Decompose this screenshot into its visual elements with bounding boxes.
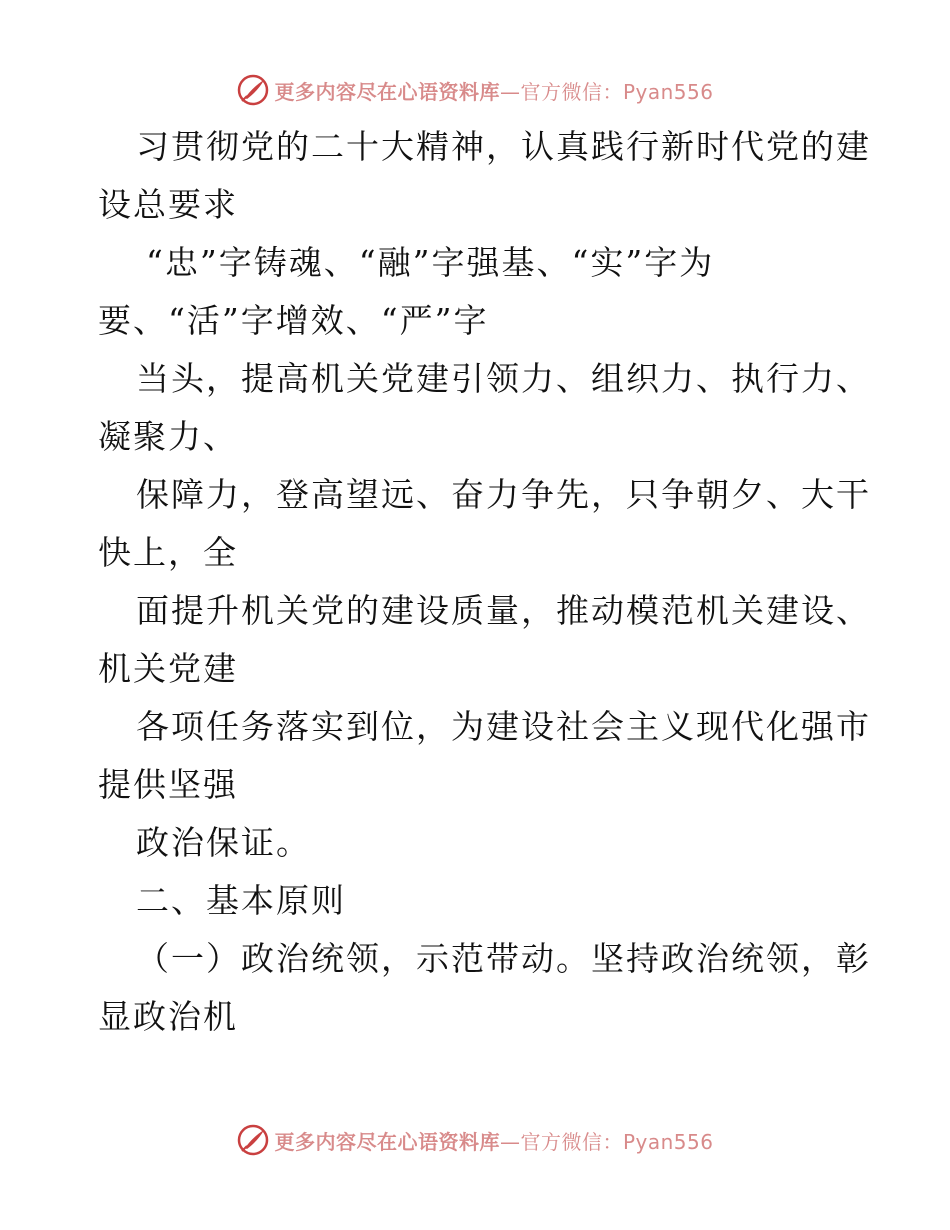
paragraph-line: 当头，提高机关党建引领力、组织力、执行力、 xyxy=(136,359,871,398)
paragraph-line: 政治保证。 xyxy=(136,823,311,862)
paragraph-line: 设总要求 xyxy=(98,185,238,224)
paragraph-line: 显政治机 xyxy=(98,997,238,1036)
document-body xyxy=(98,118,871,1046)
paragraph-line: 保障力，登高望远、奋力争先，只争朝夕、大干 xyxy=(136,475,871,514)
paragraph-line: 各项任务落实到位，为建设社会主义现代化强市 xyxy=(136,707,871,746)
section-heading: 二、基本原则 xyxy=(136,881,346,920)
paragraph-line: 机关党建 xyxy=(98,649,238,688)
paragraph-line: （一）政治统领，示范带动。坚持政治统领，彰 xyxy=(136,939,871,978)
paragraph-line: “忠”字铸魂、“融”字强基、“实”字为 xyxy=(146,243,715,282)
header-watermark xyxy=(0,70,950,110)
red-quill-logo-icon xyxy=(236,73,270,107)
paragraph-line: 提供坚强 xyxy=(98,765,238,804)
paragraph-line: 面提升机关党的建设质量，推动模范机关建设、 xyxy=(136,591,871,630)
paragraph-line: 要、“活”字增效、“严”字 xyxy=(98,301,489,340)
red-quill-logo-icon xyxy=(236,1123,270,1157)
paragraph-line: 习贯彻党的二十大精神，认真践行新时代党的建 xyxy=(136,127,871,166)
paragraph-line: 快上，全 xyxy=(98,533,238,572)
watermark-text: 更多内容尽在心语资料库—官方微信：Pyan556 xyxy=(274,1129,714,1154)
watermark-text: 更多内容尽在心语资料库—官方微信：Pyan556 xyxy=(274,79,714,104)
footer-watermark xyxy=(0,1120,950,1160)
paragraph-line: 凝聚力、 xyxy=(98,417,238,456)
